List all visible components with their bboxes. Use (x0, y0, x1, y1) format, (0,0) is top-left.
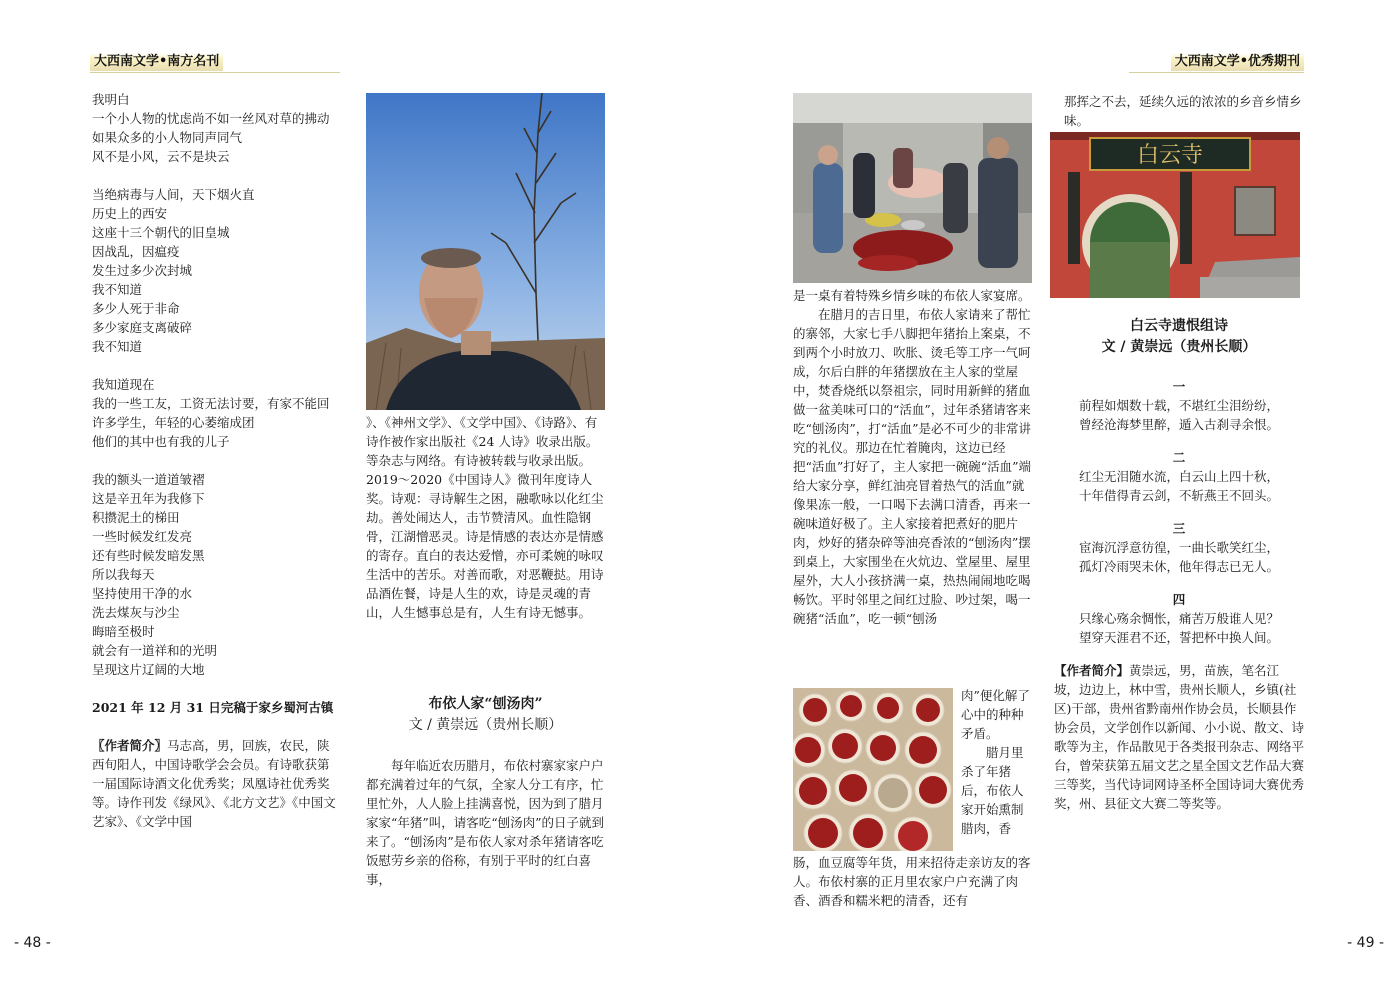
stanza-number: 四 (1172, 592, 1186, 607)
right-page (699, 0, 1398, 982)
stanza-line: 宦海沉浮意彷徨，一曲长歌笑红尘， (1078, 540, 1279, 555)
portrait-photo-image (366, 93, 605, 410)
poem-line: 多少家庭支离破碎 (92, 320, 193, 335)
poem-line: 一个小人物的忧虑尚不如一丝风对草的拂动 (92, 111, 330, 126)
right-col1-wrap-text (961, 686, 1032, 838)
right-col1-paragraph-a: 是一桌有着特殊乡情乡味的布依人家宴席。 (793, 288, 1031, 303)
stanza (1054, 590, 1304, 647)
stanza-line: 曾经沧海梦里醉，遁入古刹寻余恨。 (1078, 417, 1279, 432)
temple-plaque-text: 白云寺 (1136, 143, 1204, 168)
stanza (1054, 519, 1304, 576)
stanza-number: 二 (1172, 450, 1186, 465)
date-line: 2021 年 12 月 31 日完稿于家乡蜀河古镇 (92, 700, 334, 715)
poem-line: 一些时候发红发亮 (92, 529, 193, 544)
article-heading (366, 694, 605, 736)
poem-stanza-break (92, 166, 336, 185)
article-paragraph-1: 每年临近农历腊月，布依村寨家家户户都充满着过年的气氛，全家人分工有序，忙里忙外，人人脸上挂满喜悦，因为到了腊月家家“年猪”叫，请客吃“刨汤肉”的日子就到来了。“刨汤肉”是布依人家对杀年猪请客吃饭慰劳乡亲的俗称，有别于平时的红白喜事， (366, 758, 605, 887)
poem-line: 当绝病毒与人间，天下烟火直 (92, 187, 255, 202)
poem-line: 历史上的西安 (92, 206, 168, 221)
stanza-line: 红尘无泪随水流，白云山上四十秋， (1078, 469, 1279, 484)
left-col2-text (366, 413, 605, 622)
right-col1-bottom-text (793, 853, 1032, 910)
article-author: 文 / 黄崇远（贵州长顺） (408, 717, 563, 733)
bio-label: 〖作者简介〗 (92, 738, 168, 753)
stanza-number: 一 (1172, 379, 1186, 394)
poem-author: 文 / 黄崇远（贵州长顺） (1101, 339, 1257, 355)
poem-line: 我的一些工友，工资无法讨要，有家不能回 (92, 396, 330, 411)
poem-line: 风不是小风，云不是块云 (92, 149, 230, 164)
page-number-left: - 48 - (14, 935, 51, 951)
portrait-photo (366, 93, 605, 410)
poem-line: 呈现这片辽阔的大地 (92, 662, 205, 677)
poem-line: 这座十三个朝代的旧皇城 (92, 225, 230, 240)
poem-stanza-break (92, 356, 336, 375)
poem-line: 许多学生，年轻的心萎缩成团 (92, 415, 255, 430)
right-col1-paragraph-b: 在腊月的吉日里，布依人家请来了帮忙的寨邻，大家七手八脚把年猪抬上案桌，不到两个小时放刀、吹胀、烫毛等工序一气呵成，尔后白胖的年猪摆放在主人家的堂屋中，焚香烧纸以祭祖宗，同时用新鲜的猪血做一盆美味可口的“活血”，过年杀猪请客来吃“刨汤肉”，打“活血”是必不可少的非常讲究的礼仪。那边在忙着腌肉，这边已经把“活血”打好了，主人家把一碗碗“活血”端给大家分享，鲜红油亮冒着热气的活血”就像果冻一般，一口喝下去满口清香，再来一碗味道好极了。主人家接着把煮好的肥片肉，炒好的猪杂碎等油亮香浓的“刨汤肉”摆到桌上，大家围坐在火炕边、堂屋里、屋里屋外，大人小孩挤满一桌，热热闹闹地吃喝畅饮。平时邻里之间红过脸、吵过架，喝一碗猪“活血”，吃一顿“刨汤 (793, 307, 1032, 626)
right-header-rule (1129, 72, 1304, 73)
article-body (366, 756, 605, 889)
right-bio-text: 黄崇远，男，苗族，笔名江坡，边边上，林中雪，贵州长顺人，乡镇(社区)干部，贵州省黔南州作协会员，长顺县作协会员，文学创作以新闻、小小说、散文、诗歌等为主，作品散见于各类报刊杂志、网络平台，曾荣获第五届文艺之星全国文艺作品大赛三等奖，当代诗词网诗圣杯全国诗词大赛优秀奖，州、县征文大赛二等奖等。 (1054, 663, 1305, 811)
pig-slaughter-image (793, 93, 1032, 283)
poem-line: 我知道现在 (92, 377, 155, 392)
left-header-rule (90, 72, 340, 73)
poem-line: 因战乱，因瘟疫 (92, 244, 180, 259)
stanza (1054, 448, 1304, 505)
poem-line: 我的额头一道道皱褶 (92, 472, 205, 487)
stanza (1054, 377, 1304, 434)
right-bio (1054, 661, 1304, 813)
poem-title: 白云寺遗恨组诗 (1130, 318, 1228, 334)
right-col1-paragraph-e: 肠，血豆腐等年货，用来招待走亲访友的客人。布依村寨的正月里农家户户充满了肉香、酒香和糯米粑的清香，还有 (793, 855, 1031, 908)
temple-image (1050, 132, 1300, 298)
stanza-list (1054, 377, 1304, 647)
poem-line: 我不知道 (92, 282, 143, 297)
blood-bowls-image (793, 688, 953, 851)
poem-line: 这是辛丑年为我修下 (92, 491, 205, 506)
poem-line: 我明白 (92, 92, 130, 107)
poem-line: 我不知道 (92, 339, 143, 354)
stanza-number: 三 (1172, 521, 1186, 536)
poem-line: 洗去煤灰与沙尘 (92, 605, 180, 620)
poem-line: 多少人死于非命 (92, 301, 180, 316)
right-header: 大西南文学•优秀期刊 (1171, 53, 1304, 71)
poem-stanza-break (92, 451, 336, 470)
baiyun-temple-photo (1050, 132, 1300, 298)
right-col1-paragraph-d: 腊月里杀了年猪后，布依人家开始熏制腊肉，香 (961, 745, 1024, 836)
poem-line: 就会有一道祥和的光明 (92, 643, 218, 658)
left-poem-column (92, 90, 336, 831)
right-col1-paragraph-c: 肉”便化解了心中的种种矛盾。 (961, 688, 1030, 741)
poem-line: 发生过多少次封城 (92, 263, 193, 278)
left-header: 大西南文学•南方名刊 (90, 53, 223, 71)
poem-lines (92, 90, 336, 679)
right-col2-top (1064, 92, 1304, 130)
right-col2-paragraph: 那挥之不去，延续久远的浓浓的乡音乡情乡味。 (1064, 94, 1302, 128)
pig-slaughter-photo (793, 93, 1032, 283)
poem-line: 坚持使用干净的水 (92, 586, 193, 601)
left-bio (92, 736, 336, 831)
article-title: 布依人家“刨汤肉” (428, 696, 543, 712)
col2-paragraph: 》、《神州文学》、《文学中国》、《诗路》、有诗作被作家出版社《24 人诗》收录出版。等杂志与网络。有诗被转载与收录出版。2019～2020《中国诗人》微刊年度诗人奖。诗观：寻诗解生之困，融歌咏以化红尘劫。善处闹达人，击节赞清风。血性隐钢骨，江湖憎恶灵。诗是情感的表达亦是情感的寄存。直白的表达爱憎，亦可柔婉的咏叹生活中的苦乐。对善而歌，对恶鞭挞。用诗品酒佐餐，诗是人生的欢，诗是灵魂的青山，人生憾事总是有，人生有诗无憾事。 (366, 415, 604, 620)
poem-line: 如果众多的小人物同声同气 (92, 130, 243, 145)
stanza-line: 十年借得青云剑，不斩燕王不回头。 (1078, 488, 1279, 503)
poem-line: 所以我每天 (92, 567, 155, 582)
poem-line: 他们的其中也有我的儿子 (92, 434, 230, 449)
blood-bowls-photo (793, 688, 953, 851)
right-col1-text (793, 286, 1032, 628)
page-number-right: - 49 - (1347, 935, 1384, 951)
stanza-line: 只缘心殇余惆怅，痛苦万般谁人见？ (1078, 611, 1279, 626)
poem-line: 晦暗至极时 (92, 624, 155, 639)
poem-line: 积攒泥土的梯田 (92, 510, 180, 525)
stanza-line: 孤灯冷雨哭未休，他年得志已无人。 (1078, 559, 1279, 574)
stanza-line: 前程如烟数十载，不堪红尘泪纷纷， (1078, 398, 1279, 413)
right-poem (1054, 316, 1304, 813)
stanza-line: 望穿天涯君不还，誓把杯中换人间。 (1078, 630, 1279, 645)
bio-text: 马志高，男，回族，农民，陕西旬阳人，中国诗歌学会会员。有诗歌获第一届国际诗酒文化优秀奖；凤凰诗社优秀奖等。诗作刊发《绿风》、《北方文艺》《中国文艺家》、《文学中国 (92, 738, 336, 829)
right-bio-label: 【作者简介】 (1054, 663, 1130, 678)
poem-line: 还有些时候发暗发黑 (92, 548, 205, 563)
